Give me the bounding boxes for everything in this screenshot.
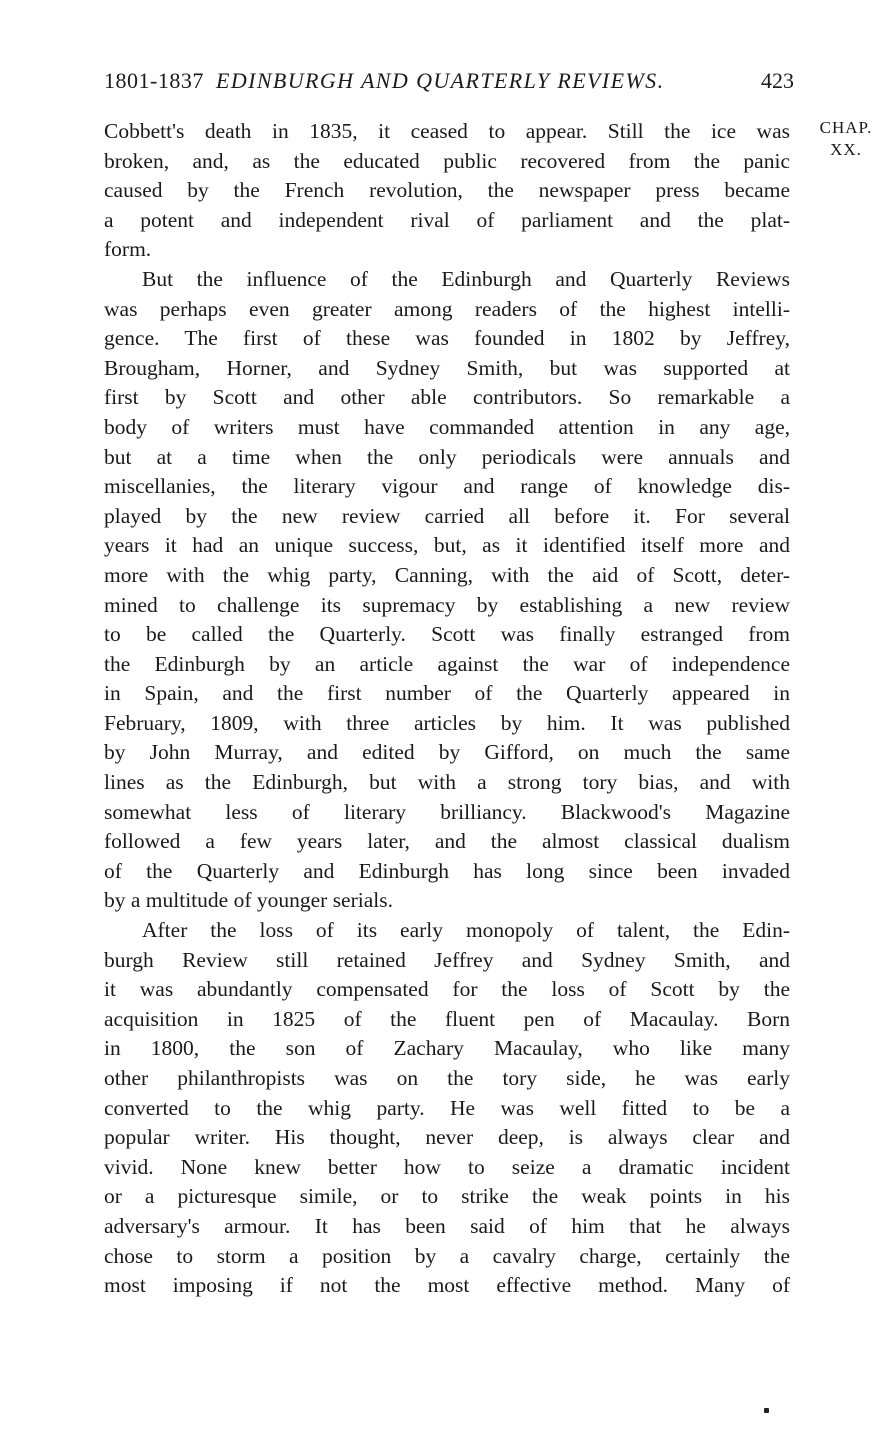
text-line: February, 1809, with three articles by him. It was published: [104, 710, 790, 735]
text-line: of the Quarterly and Edinburgh has long since been invaded: [104, 858, 790, 883]
text-line: Cobbett's death in 1835, it ceased to appear. Still the ice was: [104, 119, 790, 143]
text-line: first by Scott and other able contributors. So remarkable a: [104, 385, 790, 410]
text-line: adversary's armour. It has been said of him that he always: [104, 1213, 790, 1238]
text-line: After the loss of its early monopoly of talent, the Edin-: [142, 918, 790, 943]
text-line: lines as the Edinburgh, but with a strong tory bias, and with: [104, 770, 790, 795]
text-line: burgh Review still retained Jeffrey and Sydney Smith, and: [104, 947, 790, 972]
text-line: in Spain, and the first number of the Quarterly appeared in: [104, 681, 790, 706]
chapter-margin-note: [804, 117, 888, 161]
text-line: to be called the Quarterly. Scott was finally estranged from: [104, 622, 790, 647]
text-line: or a picturesque simile, or to strike the weak points in his: [104, 1184, 790, 1209]
printer-mark: [764, 1408, 769, 1413]
text-line: Brougham, Horner, and Sydney Smith, but was supported at: [104, 355, 790, 380]
text-line: caused by the French revolution, the newspaper press became: [104, 178, 790, 203]
text-line: gence. The first of these was founded in 1802 by Jeffrey,: [104, 326, 790, 351]
text-line: miscellanies, the literary vigour and range of knowledge dis-: [104, 474, 790, 499]
text-line: by John Murray, and edited by Gifford, on much the same: [104, 740, 790, 765]
text-line: played by the new review carried all before it. For several: [104, 503, 790, 528]
chapter-label: CHAP.: [819, 118, 873, 137]
chapter-number: XX.: [830, 140, 862, 159]
text-line: acquisition in 1825 of the fluent pen of Macaulay. Born: [104, 1006, 790, 1031]
text-line: But the influence of the Edinburgh and Quarterly Reviews: [142, 266, 790, 291]
text-line: more with the whig party, Canning, with the aid of Scott, deter-: [104, 562, 790, 587]
text-line: followed a few years later, and the almost classical dualism: [104, 829, 790, 854]
text-line: mined to challenge its supremacy by establishing a new review: [104, 592, 790, 617]
text-line: body of writers must have commanded attention in any age,: [104, 414, 790, 439]
text-line: years it had an unique success, but, as it identified itself more and: [104, 533, 790, 558]
text-line: the Edinburgh by an article against the war of independence: [104, 651, 790, 676]
text-line: somewhat less of literary brilliancy. Blackwood's Magazine: [104, 799, 790, 824]
text-line: converted to the whig party. He was well fitted to be a: [104, 1095, 790, 1120]
text-line: popular writer. His thought, never deep, is always clear and: [104, 1125, 790, 1150]
text-line: a potent and independent rival of parliament and the plat-: [104, 207, 790, 232]
text-line: but at a time when the only periodicals were annuals and: [104, 444, 790, 469]
text-line: chose to storm a position by a cavalry charge, certainly the: [104, 1243, 790, 1268]
text-line: vivid. None knew better how to seize a dramatic incident: [104, 1154, 790, 1179]
text-line: it was abundantly compensated for the loss of Scott by the: [104, 977, 790, 1002]
text-line: form.: [104, 237, 152, 262]
text-line: other philanthropists was on the tory side, he was early: [104, 1066, 790, 1090]
text-line: broken, and, as the educated public recovered from the panic: [104, 148, 790, 173]
text-line: in 1800, the son of Zachary Macaulay, who like many: [104, 1036, 790, 1061]
page-number: 423: [761, 68, 794, 93]
running-head-title: EDINBURGH AND QUARTERLY REVIEWS.: [216, 68, 665, 93]
running-head-date-range: 1801-1837: [104, 68, 204, 93]
text-line: was perhaps even greater among readers of the highest intelli-: [104, 296, 790, 321]
text-line: by a multitude of younger serials.: [104, 888, 393, 913]
running-head: [104, 64, 794, 98]
body-text: [104, 117, 790, 1301]
text-line: most imposing if not the most effective method. Many of: [104, 1273, 790, 1298]
